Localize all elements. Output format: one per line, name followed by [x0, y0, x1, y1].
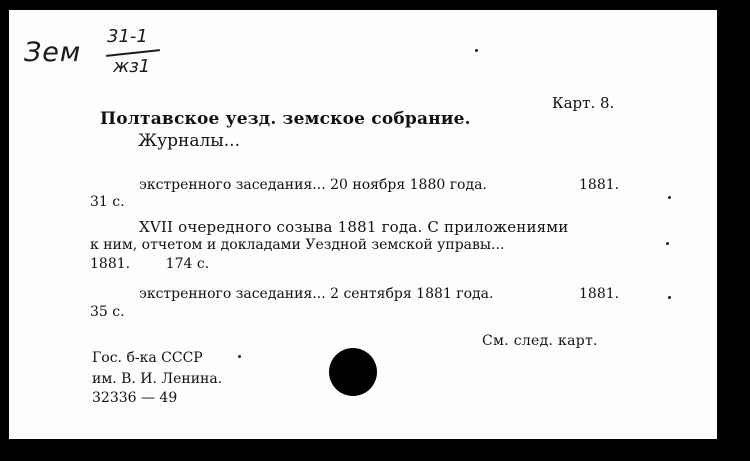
entry-year: 1881.: [579, 286, 620, 302]
entry-year: 1881.: [579, 177, 620, 193]
speck-dot: [666, 242, 669, 245]
entry-description: экстренного заседания... 20 ноября 1880 года.: [139, 177, 487, 193]
see-next-card-note: См. след. карт.: [482, 333, 598, 349]
library-stamp-number: 32336 — 49: [92, 390, 178, 406]
card-subtitle: Журналы...: [138, 131, 240, 151]
speck-dot: [238, 355, 241, 358]
library-stamp-line: им. В. И. Ленина.: [92, 371, 223, 387]
speck-dot: [668, 296, 671, 299]
library-stamp-line: Гос. б-ка СССР: [92, 350, 203, 366]
entry-pages: 35 с.: [90, 304, 125, 320]
handwritten-fraction-bottom: жз1: [113, 56, 151, 77]
handwritten-fraction-top: 31-1: [107, 26, 148, 47]
entry-description: экстренного заседания... 2 сентября 1881 года.: [139, 286, 494, 302]
entry-description-continued: к ним, отчетом и докладами Уездной земской управы...: [90, 237, 505, 253]
entry-year-pages: 1881. 174 с.: [90, 256, 210, 272]
card-number: Карт. 8.: [552, 94, 615, 112]
catalog-card: [9, 10, 717, 439]
handwritten-subject-code: Зем: [24, 37, 82, 68]
entry-pages: 31 с.: [90, 194, 125, 210]
entry-description: XVII очередного созыва 1881 года. С приложениями: [139, 218, 569, 236]
punch-hole: [329, 348, 377, 396]
speck-dot: [668, 196, 671, 199]
speck-dot: [475, 49, 478, 52]
card-title: Полтавское уезд. земское собрание.: [100, 109, 471, 129]
